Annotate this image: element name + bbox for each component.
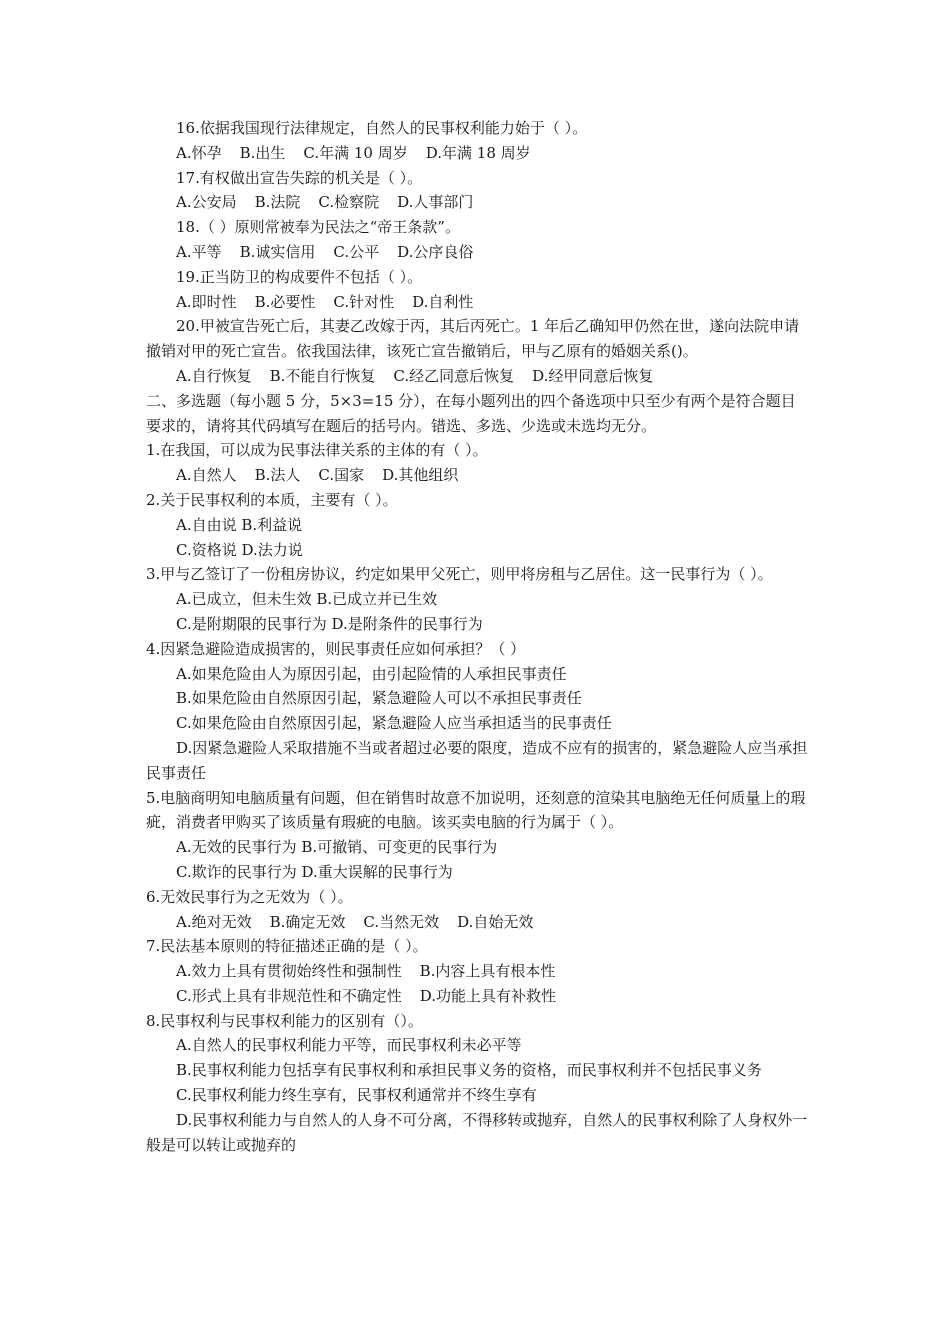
option: D.人事部门 xyxy=(397,193,474,212)
multi-question-7-options-line2 xyxy=(146,984,810,1009)
option: D.年满 18 周岁 xyxy=(425,143,531,162)
option: B.法人 xyxy=(254,466,301,485)
option: A.效力上具有贯彻始终性和强制性 xyxy=(176,962,402,981)
multi-question-2-options-line1: A.自由说 B.利益说 xyxy=(176,515,303,534)
question-19: 19.正当防卫的构成要件不包括（ ）。 xyxy=(176,267,423,286)
option: C.公平 xyxy=(333,242,380,261)
question-16: 16.依据我国现行法律规定，自然人的民事权利能力始于（ ）。 xyxy=(176,119,588,137)
option: D.公序良俗 xyxy=(397,242,474,261)
question-18-options xyxy=(146,240,810,265)
question-19-options xyxy=(146,290,810,315)
multi-question-5-options-line1: A.无效的民事行为 B.可撤销、可变更的民事行为 xyxy=(176,838,498,857)
multi-question-7: 7.民法基本原则的特征描述正确的是（ ）。 xyxy=(146,937,428,956)
option: D.功能上具有补救性 xyxy=(419,986,556,1005)
question-17-options xyxy=(146,190,810,215)
option: C.检察院 xyxy=(318,193,380,212)
option: C.年满 10 周岁 xyxy=(303,143,408,162)
multi-question-8-option-a: A.自然人的民事权利能力平等，而民事权利未必平等 xyxy=(176,1036,522,1055)
option: B.内容上具有根本性 xyxy=(419,962,556,981)
multi-question-6-options xyxy=(146,910,810,935)
option: D.自始无效 xyxy=(457,912,534,931)
multi-question-8-option-d: D.民事权利能力与自然人的人身不可分离，不得移转或抛弃，自然人的民事权利除了人身权外一般是可以转让或抛弃的 xyxy=(146,1110,808,1154)
exam-page xyxy=(146,116,810,1157)
question-17: 17.有权做出宣告失踪的机关是（ ）。 xyxy=(176,168,423,187)
option: C.针对性 xyxy=(333,292,395,311)
multi-question-2: 2.关于民事权利的本质，主要有（ ）。 xyxy=(146,490,398,509)
multi-question-8-option-b: B.民事权利能力包括享有民事权利和承担民事义务的资格，而民事权利并不包括民事义务 xyxy=(176,1061,762,1080)
multi-question-3: 3.甲与乙签订了一份租房协议，约定如果甲父死亡，则甲将房租与乙居住。这一民事行为（ ）。 xyxy=(146,565,773,584)
multi-question-1: 1.在我国，可以成为民事法律关系的主体的有（ ）。 xyxy=(146,441,488,460)
multi-question-6: 6.无效民事行为之无效为（ ）。 xyxy=(146,887,353,906)
multi-question-8-option-c: C.民事权利能力终生享有，民事权利通常并不终生享有 xyxy=(176,1086,537,1105)
option: D.经甲同意后恢复 xyxy=(532,366,654,385)
option: B.诚实信用 xyxy=(239,242,316,261)
multi-question-4: 4.因紧急避险造成损害的，则民事责任应如何承担？（ ） xyxy=(146,639,526,658)
multi-question-3-options-line2: C.是附期限的民事行为 D.是附条件的民事行为 xyxy=(176,614,483,633)
option: B.法院 xyxy=(254,193,301,212)
multi-question-4-option-a: A.如果危险由人为原因引起，由引起险情的人承担民事责任 xyxy=(176,664,567,683)
option: C.当然无效 xyxy=(363,912,440,931)
option: B.确定无效 xyxy=(269,912,346,931)
multi-question-2-options-line2: C.资格说 D.法力说 xyxy=(176,540,303,559)
multi-question-3-options-line1: A.已成立，但未生效 B.已成立并已生效 xyxy=(176,590,438,609)
option: A.即时性 xyxy=(176,292,237,311)
option: C.经乙同意后恢复 xyxy=(393,366,515,385)
multi-question-4-option-b: B.如果危险由自然原因引起，紧急避险人可以不承担民事责任 xyxy=(176,689,582,708)
question-18: 18.（ ）原则常被奉为民法之“帝王条款”。 xyxy=(176,218,460,237)
section-heading-multi: 二、多选题（每小题 5 分，5×3=15 分），在每小题列出的四个备选项中只至少有两个是符合题目要求的，请将其代码填写在题后的括号内。错选、多选、少选或未选均无分。 xyxy=(146,391,796,435)
option: B.出生 xyxy=(239,143,286,162)
option: A.怀孕 xyxy=(176,143,222,162)
option: A.平等 xyxy=(176,242,222,261)
option: A.绝对无效 xyxy=(176,912,252,931)
multi-question-4-option-d: D.因紧急避险人采取措施不当或者超过必要的限度，造成不应有的损害的，紧急避险人应当承担民事责任 xyxy=(146,738,808,782)
option: B.不能自行恢复 xyxy=(269,366,376,385)
option: D.其他组织 xyxy=(382,466,459,485)
multi-question-7-options-line1 xyxy=(146,959,810,984)
option: C.国家 xyxy=(318,466,365,485)
question-20: 20.甲被宣告死亡后，其妻乙改嫁于丙，其后丙死亡。1 年后乙确知甲仍然在世，遂向法院申请撤销对甲的死亡宣告。依我国法律，该死亡宣告撤销后，甲与乙原有的婚姻关系()。 xyxy=(146,317,800,361)
multi-question-4-option-c: C.如果危险由自然原因引起，紧急避险人应当承担适当的民事责任 xyxy=(176,714,612,733)
multi-question-5-options-line2: C.欺诈的民事行为 D.重大误解的民事行为 xyxy=(176,862,453,881)
multi-question-1-options xyxy=(146,463,810,488)
multi-question-5: 5.电脑商明知电脑质量有问题，但在销售时故意不加说明，还刻意的渲染其电脑绝无任何质量上的瑕疵，消费者甲购买了该质量有瑕疵的电脑。该买卖电脑的行为属于（ ）。 xyxy=(146,788,806,832)
multi-question-8: 8.民事权利与民事权利能力的区别有（）。 xyxy=(146,1011,423,1030)
option: A.自然人 xyxy=(176,466,237,485)
question-20-options xyxy=(146,364,810,389)
question-16-options xyxy=(146,141,810,166)
option: A.公安局 xyxy=(176,193,237,212)
option: C.形式上具有非规范性和不确定性 xyxy=(176,986,402,1005)
option: A.自行恢复 xyxy=(176,366,252,385)
option: B.必要性 xyxy=(254,292,316,311)
option: D.自利性 xyxy=(412,292,474,311)
